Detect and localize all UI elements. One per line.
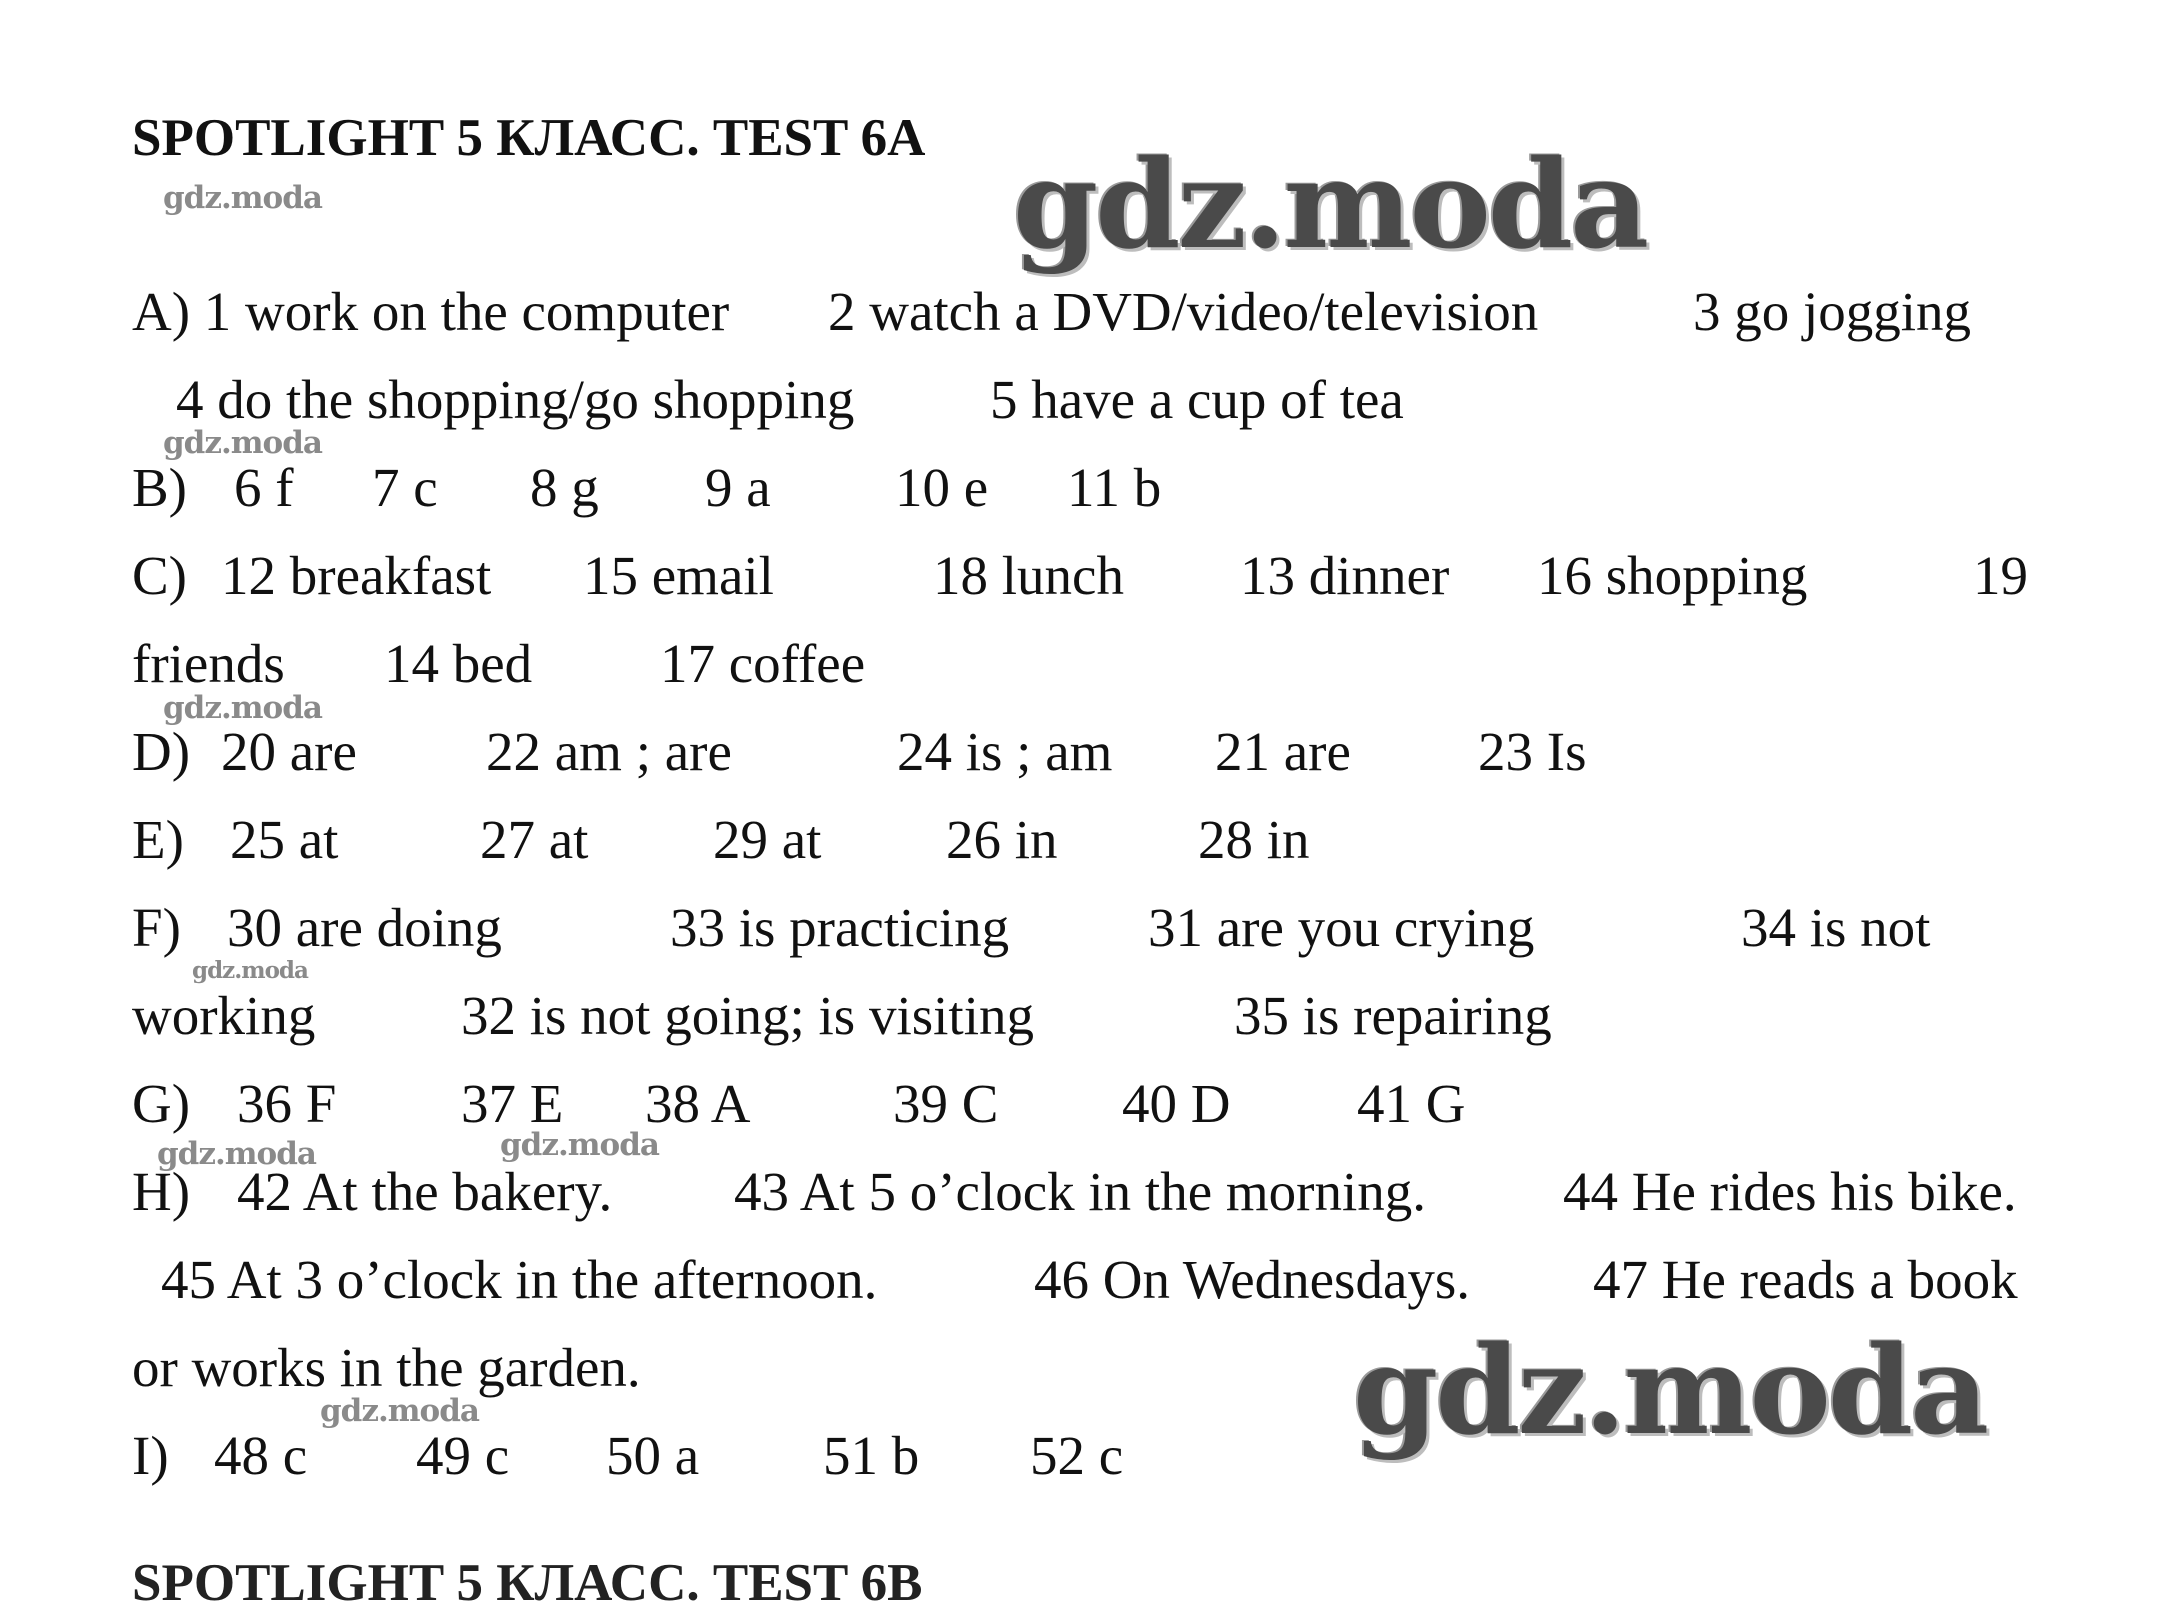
answer-e-27: 27 at <box>480 809 589 870</box>
watermark-small-5: gdz.moda <box>157 1136 316 1172</box>
answer-b-11: 11 b <box>1067 457 1162 518</box>
answer-e-26: 26 in <box>946 809 1058 870</box>
answer-line-i <box>0 1424 2180 1494</box>
answer-f-30: 30 are doing <box>227 897 502 958</box>
answer-e-29: 29 at <box>713 809 822 870</box>
page-title: SPOTLIGHT 5 КЛАСС. TEST 6A <box>132 109 926 167</box>
answer-f-34: 34 is not <box>1741 897 1931 958</box>
answer-g-38: 38 A <box>645 1073 751 1134</box>
answer-line-h-2 <box>0 1248 2180 1318</box>
section-label-c: C) <box>132 545 187 606</box>
next-title-cut <box>132 1553 1032 1612</box>
answer-line-b <box>0 456 2180 526</box>
answer-c-19-cont: friends <box>132 633 285 694</box>
answer-h-45: 45 At 3 o’clock in the afternoon. <box>161 1249 878 1310</box>
answer-i-52: 52 c <box>1030 1425 1124 1486</box>
answer-d-24: 24 is ; am <box>897 721 1113 782</box>
answer-i-49: 49 c <box>416 1425 510 1486</box>
answer-b-10: 10 e <box>895 457 989 518</box>
answer-i-48: 48 c <box>214 1425 308 1486</box>
answer-h-44: 44 He rides his bike. <box>1563 1161 2017 1222</box>
answer-h-42: 42 At the bakery. <box>237 1161 613 1222</box>
answer-c-18: 18 lunch <box>933 545 1124 606</box>
section-label-g: G) <box>132 1073 191 1134</box>
answer-f-32: 32 is not going; is visiting <box>461 985 1034 1046</box>
answer-c-15: 15 email <box>583 545 774 606</box>
answer-h-46: 46 On Wednesdays. <box>1034 1249 1471 1310</box>
answer-h-47-cont: or works in the garden. <box>132 1337 641 1398</box>
answer-b-7: 7 c <box>372 457 438 518</box>
answer-line-c-1 <box>0 544 2180 614</box>
answer-a-2: 2 watch a DVD/video/television <box>828 281 1539 342</box>
answer-line-a-1 <box>0 280 2180 350</box>
answer-c-14: 14 bed <box>384 633 533 694</box>
answer-line-a-2 <box>0 368 2180 438</box>
answer-d-21: 21 are <box>1215 721 1351 782</box>
answer-line-h-1 <box>0 1160 2180 1230</box>
answer-f-31: 31 are you crying <box>1148 897 1535 958</box>
watermark-large-1: gdz.moda <box>1013 132 1647 276</box>
answer-f-33: 33 is practicing <box>670 897 1010 958</box>
answer-c-13: 13 dinner <box>1240 545 1450 606</box>
answer-g-41: 41 G <box>1357 1073 1466 1134</box>
answer-i-51: 51 b <box>823 1425 920 1486</box>
watermark-small-3: gdz.moda <box>163 690 322 726</box>
section-label-b: B) <box>132 457 187 518</box>
watermark-small-4: gdz.moda <box>192 957 308 984</box>
next-title-cut-text: SPOTLIGHT 5 КЛАСС. TEST 6B <box>132 1554 923 1612</box>
answer-g-40: 40 D <box>1122 1073 1231 1134</box>
answer-line-h-3 <box>0 1336 2180 1406</box>
answer-f-35: 35 is repairing <box>1234 985 1552 1046</box>
watermark-small-2: gdz.moda <box>163 425 322 461</box>
answer-b-9: 9 a <box>705 457 771 518</box>
answer-h-47: 47 He reads a book <box>1593 1249 2018 1310</box>
answer-a-3: 3 go jogging <box>1693 281 1972 342</box>
answer-a-1: A) 1 work on the computer <box>132 281 730 342</box>
answer-g-39: 39 C <box>893 1073 999 1134</box>
answer-c-16: 16 shopping <box>1537 545 1808 606</box>
answer-c-12: 12 breakfast <box>221 545 492 606</box>
answer-b-8: 8 g <box>530 457 599 518</box>
answer-b-6: 6 f <box>234 457 294 518</box>
answer-line-f-2 <box>0 984 2180 1054</box>
answer-line-c-2 <box>0 632 2180 702</box>
answer-line-e <box>0 808 2180 878</box>
answer-d-20: 20 are <box>221 721 357 782</box>
section-label-f: F) <box>132 897 181 958</box>
section-label-d: D) <box>132 721 191 782</box>
answer-a-5: 5 have a cup of tea <box>990 369 1404 430</box>
watermark-large-2: gdz.moda <box>1353 1318 1987 1462</box>
section-label-h: H) <box>132 1161 191 1222</box>
watermark-small-7: gdz.moda <box>320 1393 479 1429</box>
answer-e-25: 25 at <box>230 809 339 870</box>
answer-d-23: 23 Is <box>1478 721 1587 782</box>
section-label-i: I) <box>132 1425 169 1486</box>
answer-line-g <box>0 1072 2180 1142</box>
watermark-small-1: gdz.moda <box>163 180 322 216</box>
answer-g-37: 37 E <box>461 1073 564 1134</box>
answer-line-d <box>0 720 2180 790</box>
answer-g-36: 36 F <box>237 1073 337 1134</box>
answer-f-34-cont: working <box>132 985 316 1046</box>
answer-c-19: 19 <box>1973 545 2028 606</box>
answer-i-50: 50 a <box>606 1425 700 1486</box>
answer-h-43: 43 At 5 o’clock in the morning. <box>734 1161 1426 1222</box>
answer-a-4: 4 do the shopping/go shopping <box>176 369 855 430</box>
answer-c-17: 17 coffee <box>660 633 866 694</box>
answer-e-28: 28 in <box>1198 809 1310 870</box>
section-label-e: E) <box>132 809 184 870</box>
answer-d-22: 22 am ; are <box>486 721 732 782</box>
answer-line-f-1 <box>0 896 2180 966</box>
watermark-small-6: gdz.moda <box>500 1127 659 1163</box>
